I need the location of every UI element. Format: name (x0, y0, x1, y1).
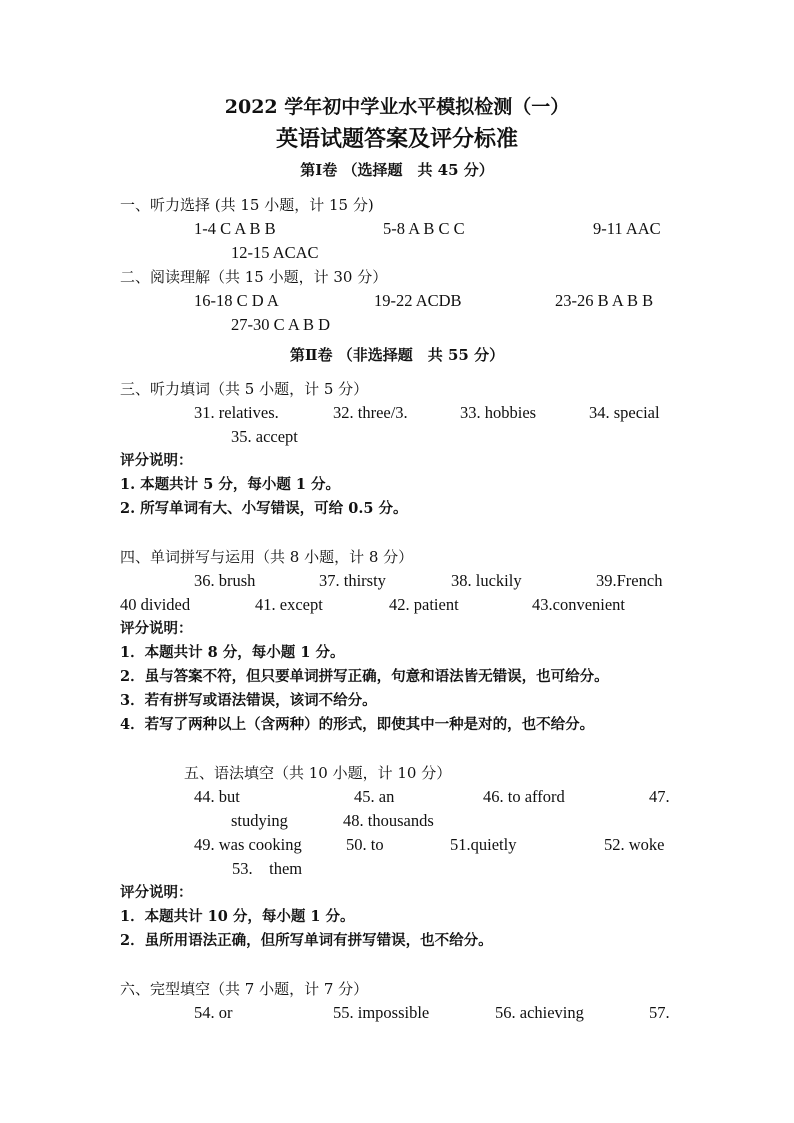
answer-41: 41. except (255, 595, 323, 614)
section3-title: 三、听力填词（共 5 小题，计 5 分） (120, 380, 369, 398)
answer-47-word: studying (231, 811, 288, 830)
answer-56: 56. achieving (495, 1003, 584, 1022)
section4-note-1: 1．本题共计 8 分，每小题 1 分。 (120, 644, 345, 661)
answer-19-22: 19-22 ACDB (374, 291, 462, 310)
document-title: 2022 学年初中学业水平模拟检测（一） (224, 96, 570, 118)
answer-51: 51.quietly (450, 835, 517, 854)
section6-title: 六、完型填空（共 7 小题，计 7 分） (120, 980, 369, 998)
answer-49: 49. was cooking (194, 835, 302, 854)
answer-16-18: 16-18 C D A (194, 291, 279, 310)
answer-57: 57. (649, 1003, 670, 1022)
section5-title: 五、语法填空（共 10 小题，计 10 分） (184, 764, 452, 782)
section4-title: 四、单词拼写与运用（共 8 小题，计 8 分） (120, 548, 414, 566)
answer-42: 42. patient (389, 595, 459, 614)
section4-note-3: 3．若有拼写或语法错误，该词不给分。 (120, 692, 377, 709)
document-subtitle: 英语试题答案及评分标准 (275, 126, 518, 152)
answer-31: 31. relatives. (194, 403, 279, 422)
answer-44: 44. but (194, 787, 240, 806)
answer-35: 35. accept (231, 427, 298, 446)
answer-48: 48. thousands (343, 811, 434, 830)
answer-38: 38. luckily (451, 571, 522, 590)
answer-32: 32. three/3. (333, 403, 408, 422)
answer-40: 40 divided (120, 595, 191, 614)
section4-note-4: 4．若写了两种以上（含两种）的形式，即使其中一种是对的，也不给分。 (120, 716, 595, 733)
answer-27-30: 27-30 C A B D (231, 315, 331, 334)
answer-37: 37. thirsty (319, 571, 386, 590)
answer-45: 45. an (354, 787, 395, 806)
answer-50: 50. to (346, 835, 384, 854)
answer-53: 53. them (232, 859, 303, 878)
answer-34: 34. special (589, 403, 660, 422)
section5-note-2: 2．虽所用语法正确，但所写单词有拼写错误，也不给分。 (120, 932, 493, 949)
section5-note-1: 1．本题共计 10 分，每小题 1 分。 (120, 908, 355, 925)
answer-39: 39.French (596, 571, 663, 590)
answer-47: 47. (649, 787, 670, 806)
part1-heading: 第Ⅰ卷 （选择题 共 45 分） (300, 161, 494, 179)
section3-note-1: 1. 本题共计 5 分，每小题 1 分。 (120, 476, 341, 493)
answer-12-15: 12-15 ACAC (231, 243, 319, 262)
answer-43: 43.convenient (532, 595, 626, 614)
answer-55: 55. impossible (333, 1003, 430, 1022)
section5-notes-title: 评分说明： (120, 884, 193, 901)
answer-54: 54. or (194, 1003, 233, 1022)
answer-9-11: 9-11 AAC (593, 219, 661, 238)
answer-46: 46. to afford (483, 787, 565, 806)
answer-36: 36. brush (194, 571, 256, 590)
section4-note-2: 2．虽与答案不符，但只要单词拼写正确，句意和语法皆无错误，也可给分。 (120, 668, 609, 685)
section3-note-2: 2. 所写单词有大、小写错误，可给 0.5 分。 (120, 500, 408, 517)
answer-52: 52. woke (604, 835, 665, 854)
listening-section-title: 一、听力选择 (共 15 小题，计 15 分) (120, 196, 374, 214)
section4-notes-title: 评分说明： (120, 620, 193, 637)
answer-5-8: 5-8 A B C C (383, 219, 465, 238)
part2-heading: 第Ⅱ卷 （非选择题 共 55 分） (289, 346, 505, 364)
answer-33: 33. hobbies (460, 403, 537, 422)
section3-notes-title: 评分说明： (120, 452, 193, 469)
answer-23-26: 23-26 B A B B (555, 291, 654, 310)
reading-section-title: 二、阅读理解（共 15 小题，计 30 分） (120, 268, 388, 286)
answer-1-4: 1-4 C A B B (194, 219, 276, 238)
